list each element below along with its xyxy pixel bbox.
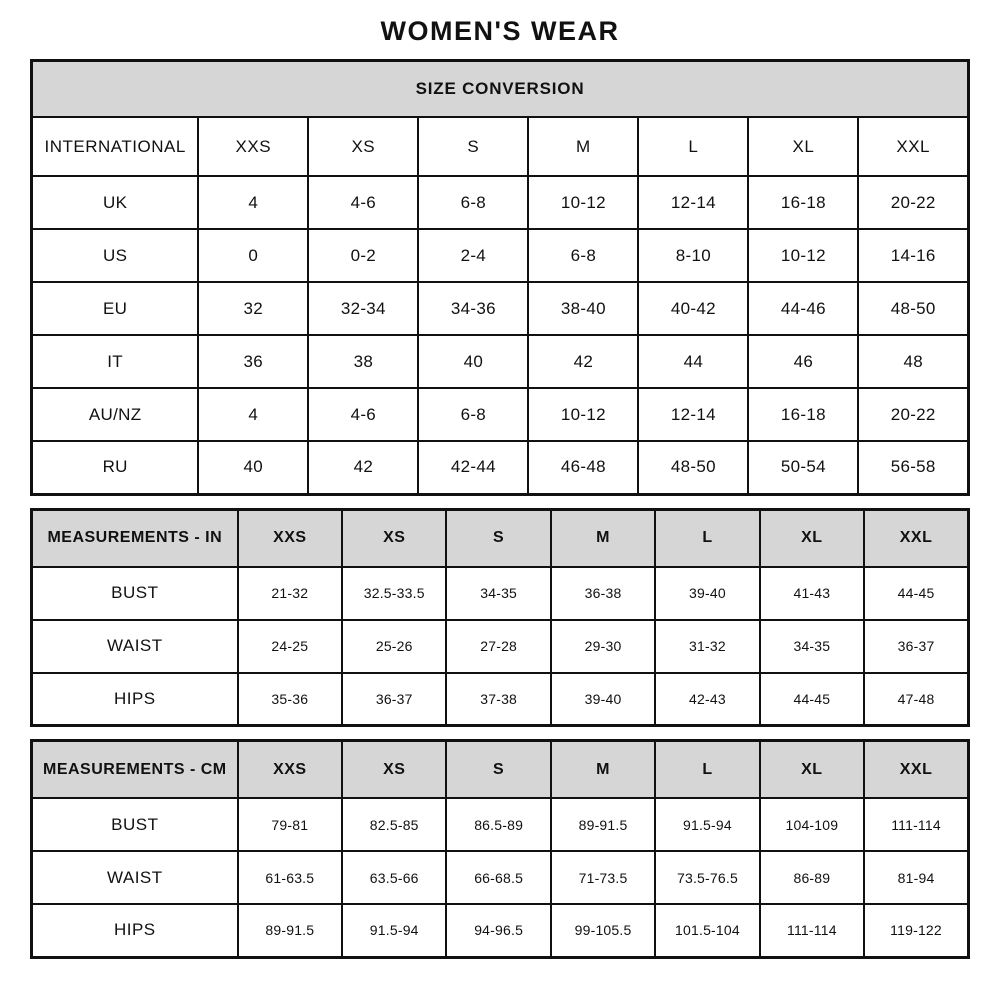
size-conversion-value-cell: 32 bbox=[198, 282, 308, 335]
table-row bbox=[32, 798, 969, 851]
size-conversion-value-cell: 42 bbox=[528, 335, 638, 388]
size-conversion-value-cell: 40-42 bbox=[638, 282, 748, 335]
size-conversion-corner-header: INTERNATIONAL bbox=[32, 117, 199, 176]
measurements-in-value-cell: 27-28 bbox=[446, 620, 550, 673]
measurements-cm-table bbox=[30, 739, 970, 959]
column-header: XL bbox=[760, 509, 864, 567]
size-conversion-value-cell: 40 bbox=[418, 335, 528, 388]
size-conversion-value-cell: 44-46 bbox=[748, 282, 858, 335]
size-conversion-table-title: SIZE CONVERSION bbox=[32, 61, 969, 118]
measurements-cm-value-cell: 91.5-94 bbox=[342, 904, 446, 957]
column-header: XS bbox=[308, 117, 418, 176]
size-conversion-value-cell: 2-4 bbox=[418, 229, 528, 282]
size-conversion-value-cell: 16-18 bbox=[748, 176, 858, 229]
size-conversion-value-cell: 0 bbox=[198, 229, 308, 282]
size-conversion-value-cell: 12-14 bbox=[638, 388, 748, 441]
measurements-cm-value-cell: 91.5-94 bbox=[655, 798, 759, 851]
size-conversion-value-cell: 42-44 bbox=[418, 441, 528, 494]
measurements-in-value-cell: 44-45 bbox=[760, 673, 864, 726]
column-header: M bbox=[528, 117, 638, 176]
measurements-in-value-cell: 29-30 bbox=[551, 620, 655, 673]
measurements-in-value-cell: 24-25 bbox=[238, 620, 342, 673]
size-conversion-value-cell: 10-12 bbox=[528, 388, 638, 441]
table-row bbox=[32, 176, 969, 229]
measurements-cm-value-cell: 111-114 bbox=[760, 904, 864, 957]
size-conversion-value-cell: 16-18 bbox=[748, 388, 858, 441]
size-conversion-value-cell: 6-8 bbox=[418, 388, 528, 441]
measurements-in-value-cell: 42-43 bbox=[655, 673, 759, 726]
column-header: S bbox=[418, 117, 528, 176]
size-conversion-value-cell: 48-50 bbox=[858, 282, 968, 335]
table-row bbox=[32, 904, 969, 957]
row-label: HIPS bbox=[32, 673, 238, 726]
measurements-in-value-cell: 41-43 bbox=[760, 567, 864, 620]
measurements-cm-value-cell: 86.5-89 bbox=[446, 798, 550, 851]
measurements-cm-value-cell: 89-91.5 bbox=[551, 798, 655, 851]
column-header: XXS bbox=[198, 117, 308, 176]
table-gap bbox=[30, 496, 970, 508]
measurements-cm-value-cell: 61-63.5 bbox=[238, 851, 342, 904]
measurements-cm-value-cell: 89-91.5 bbox=[238, 904, 342, 957]
column-header: XXS bbox=[238, 741, 342, 799]
measurements-in-corner-header: MEASUREMENTS - IN bbox=[32, 509, 238, 567]
table-row bbox=[32, 851, 969, 904]
table-row bbox=[32, 620, 969, 673]
size-conversion-value-cell: 4 bbox=[198, 176, 308, 229]
column-header: M bbox=[551, 741, 655, 799]
measurements-in-value-cell: 31-32 bbox=[655, 620, 759, 673]
column-header: S bbox=[446, 509, 550, 567]
table-row bbox=[32, 673, 969, 726]
size-conversion-value-cell: 14-16 bbox=[858, 229, 968, 282]
measurements-in-value-cell: 36-38 bbox=[551, 567, 655, 620]
measurements-cm-value-cell: 86-89 bbox=[760, 851, 864, 904]
column-header: L bbox=[638, 117, 748, 176]
column-header: XXL bbox=[864, 741, 968, 799]
column-header: M bbox=[551, 509, 655, 567]
measurements-cm-value-cell: 82.5-85 bbox=[342, 798, 446, 851]
column-header: XL bbox=[760, 741, 864, 799]
table-row bbox=[32, 335, 969, 388]
measurements-cm-value-cell: 104-109 bbox=[760, 798, 864, 851]
row-label: BUST bbox=[32, 798, 238, 851]
size-conversion-value-cell: 10-12 bbox=[528, 176, 638, 229]
size-conversion-value-cell: 48 bbox=[858, 335, 968, 388]
size-conversion-value-cell: 44 bbox=[638, 335, 748, 388]
size-conversion-value-cell: 4 bbox=[198, 388, 308, 441]
column-header: XXL bbox=[864, 509, 968, 567]
row-label: BUST bbox=[32, 567, 238, 620]
size-conversion-value-cell: 8-10 bbox=[638, 229, 748, 282]
column-header: L bbox=[655, 509, 759, 567]
measurements-in-value-cell: 36-37 bbox=[864, 620, 968, 673]
column-header: XS bbox=[342, 509, 446, 567]
size-conversion-value-cell: 38 bbox=[308, 335, 418, 388]
size-conversion-value-cell: 46-48 bbox=[528, 441, 638, 494]
size-conversion-value-cell: 38-40 bbox=[528, 282, 638, 335]
measurements-in-value-cell: 37-38 bbox=[446, 673, 550, 726]
size-conversion-table bbox=[30, 59, 970, 496]
table-gap bbox=[30, 727, 970, 739]
column-header: L bbox=[655, 741, 759, 799]
measurements-in-value-cell: 35-36 bbox=[238, 673, 342, 726]
size-conversion-value-cell: 6-8 bbox=[418, 176, 528, 229]
size-conversion-value-cell: 4-6 bbox=[308, 388, 418, 441]
measurements-in-value-cell: 39-40 bbox=[551, 673, 655, 726]
row-label: AU/NZ bbox=[32, 388, 199, 441]
size-conversion-value-cell: 4-6 bbox=[308, 176, 418, 229]
row-label: WAIST bbox=[32, 851, 238, 904]
size-conversion-value-cell: 20-22 bbox=[858, 176, 968, 229]
size-conversion-value-cell: 12-14 bbox=[638, 176, 748, 229]
measurements-in-value-cell: 39-40 bbox=[655, 567, 759, 620]
column-header: XXS bbox=[238, 509, 342, 567]
column-header: XS bbox=[342, 741, 446, 799]
measurements-cm-value-cell: 66-68.5 bbox=[446, 851, 550, 904]
measurements-in-value-cell: 36-37 bbox=[342, 673, 446, 726]
row-label: HIPS bbox=[32, 904, 238, 957]
measurements-in-value-cell: 47-48 bbox=[864, 673, 968, 726]
size-conversion-value-cell: 34-36 bbox=[418, 282, 528, 335]
measurements-cm-value-cell: 111-114 bbox=[864, 798, 968, 851]
measurements-cm-value-cell: 63.5-66 bbox=[342, 851, 446, 904]
row-label: UK bbox=[32, 176, 199, 229]
table-row bbox=[32, 441, 969, 494]
row-label: RU bbox=[32, 441, 199, 494]
size-conversion-value-cell: 42 bbox=[308, 441, 418, 494]
row-label: IT bbox=[32, 335, 199, 388]
table-row bbox=[32, 388, 969, 441]
table-row bbox=[32, 229, 969, 282]
measurements-cm-value-cell: 99-105.5 bbox=[551, 904, 655, 957]
measurements-in-table bbox=[30, 508, 970, 728]
measurements-cm-value-cell: 81-94 bbox=[864, 851, 968, 904]
column-header: S bbox=[446, 741, 550, 799]
measurements-cm-value-cell: 119-122 bbox=[864, 904, 968, 957]
measurements-cm-value-cell: 94-96.5 bbox=[446, 904, 550, 957]
size-conversion-value-cell: 46 bbox=[748, 335, 858, 388]
measurements-cm-corner-header: MEASUREMENTS - CM bbox=[32, 741, 238, 799]
measurements-cm-value-cell: 73.5-76.5 bbox=[655, 851, 759, 904]
size-conversion-value-cell: 50-54 bbox=[748, 441, 858, 494]
measurements-in-value-cell: 21-32 bbox=[238, 567, 342, 620]
measurements-in-value-cell: 34-35 bbox=[446, 567, 550, 620]
size-conversion-value-cell: 36 bbox=[198, 335, 308, 388]
measurements-in-value-cell: 32.5-33.5 bbox=[342, 567, 446, 620]
size-conversion-value-cell: 56-58 bbox=[858, 441, 968, 494]
size-conversion-value-cell: 6-8 bbox=[528, 229, 638, 282]
size-conversion-value-cell: 40 bbox=[198, 441, 308, 494]
row-label: US bbox=[32, 229, 199, 282]
measurements-cm-value-cell: 79-81 bbox=[238, 798, 342, 851]
size-conversion-value-cell: 20-22 bbox=[858, 388, 968, 441]
column-header: XXL bbox=[858, 117, 968, 176]
table-row bbox=[32, 567, 969, 620]
measurements-in-value-cell: 44-45 bbox=[864, 567, 968, 620]
measurements-cm-value-cell: 101.5-104 bbox=[655, 904, 759, 957]
row-label: WAIST bbox=[32, 620, 238, 673]
size-conversion-value-cell: 48-50 bbox=[638, 441, 748, 494]
measurements-in-value-cell: 25-26 bbox=[342, 620, 446, 673]
size-conversion-value-cell: 0-2 bbox=[308, 229, 418, 282]
size-conversion-value-cell: 32-34 bbox=[308, 282, 418, 335]
measurements-cm-value-cell: 71-73.5 bbox=[551, 851, 655, 904]
table-row bbox=[32, 282, 969, 335]
page-title: WOMEN'S WEAR bbox=[380, 16, 620, 46]
size-conversion-value-cell: 10-12 bbox=[748, 229, 858, 282]
measurements-in-value-cell: 34-35 bbox=[760, 620, 864, 673]
row-label: EU bbox=[32, 282, 199, 335]
column-header: XL bbox=[748, 117, 858, 176]
